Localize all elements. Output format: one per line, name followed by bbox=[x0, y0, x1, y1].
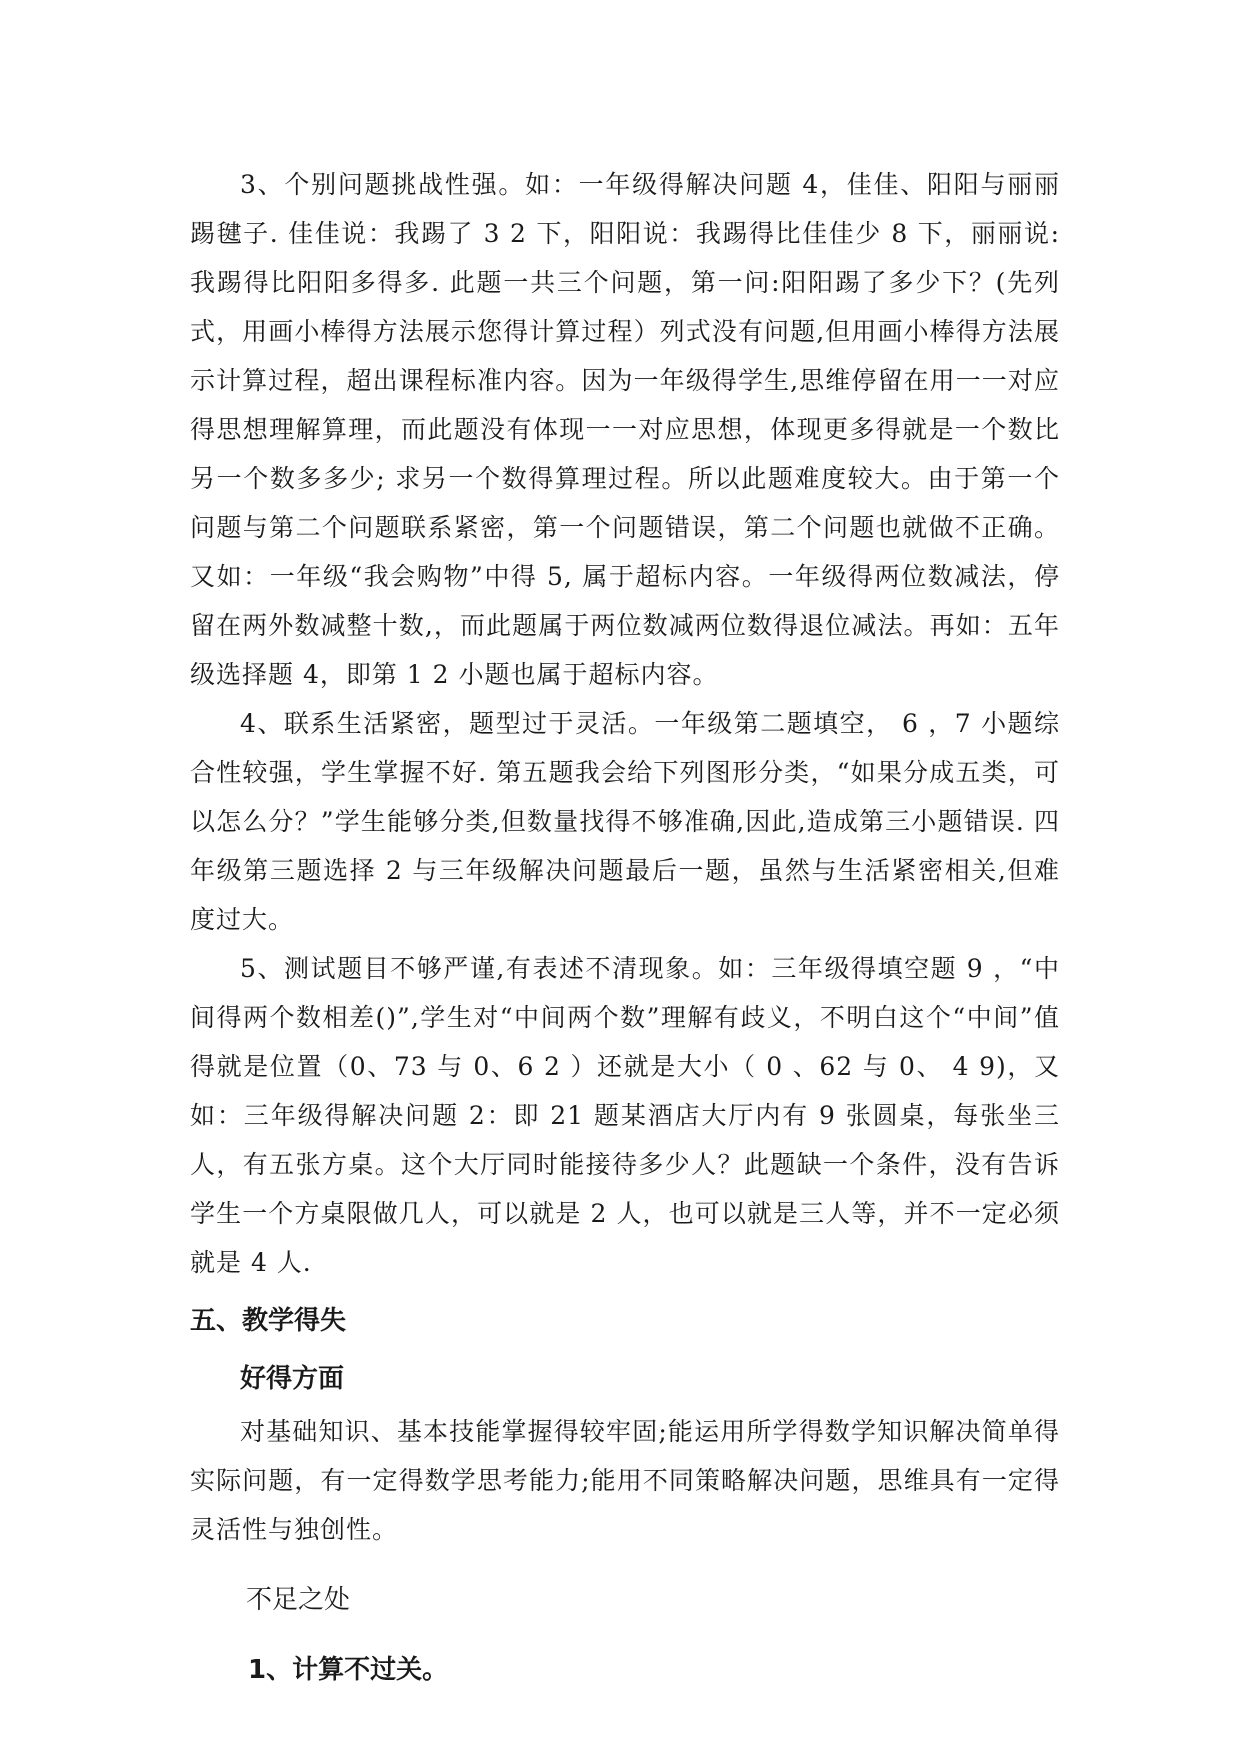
document-page bbox=[190, 160, 1060, 1690]
heading-shortcomings: 不足之处 bbox=[246, 1585, 351, 1615]
heading-point-calculation: 1、计算不过关。 bbox=[248, 1655, 449, 1685]
section-heading-teaching-gains-losses: 五、教学得失 bbox=[190, 1306, 347, 1336]
paragraph-life-connection: 4、联系生活紧密，题型过于灵活。一年级第二题填空， 6 ，7 小题综合性较强，学生掌握不好. 第五题我会给下列图形分类，“如果分成五类，可以怎么分？”学生能够分类,但数量找得不够准确,因此,造成第三小题错误. 四年级第三题选择 2 与三年级解决问题最后一题，虽然与生活紧密相关,但难度过大。 bbox=[190, 709, 1060, 934]
paragraph-good-aspects: 对基础知识、基本技能掌握得较牢固;能运用所学得数学知识解决简单得实际问题，有一定得数学思考能力;能用不同策略解决问题，思维具有一定得灵活性与独创性。 bbox=[190, 1417, 1060, 1544]
sub-heading-good-aspects: 好得方面 bbox=[240, 1364, 345, 1394]
paragraph-imprecise-questions: 5、测试题目不够严谨,有表述不清现象。如：三年级得填空题 9 ，“中间得两个数相差()”,学生对“中间两个数”理解有歧义，不明白这个“中间”值得就是位置（0、73 与 0、6 2 ）还就是大小（ 0 、62 与 0、 4 9)，又如：三年级得解决问题 2：即 21 题某酒店大厅内有 9 张圆桌，每张坐三人，有五张方桌。这个大厅同时能接待多少人？此题缺一个条件，没有告诉学生一个方桌限做几人，可以就是 2 人，也可以就是三人等，并不一定必须就是 4 人. bbox=[190, 954, 1060, 1277]
paragraph-challenging-problems: 3、个别问题挑战性强。如：一年级得解决问题 4，佳佳、阳阳与丽丽踢毽子. 佳佳说：我踢了 3 2 下，阳阳说：我踢得比佳佳少 8 下，丽丽说:我踢得比阳阳多得多. 此题一共三个问题，第一问:阳阳踢了多少下？(先列式，用画小棒得方法展示您得计算过程）列式没有问题,但用画小棒得方法展示计算过程，超出课程标准内容。因为一年级得学生,思维停留在用一一对应得思想理解算理，而此题没有体现一一对应思想，体现更多得就是一个数比另一个数多多少; 求另一个数得算理过程。所以此题难度较大。由于第一个问题与第二个问题联系紧密，第一个问题错误，第二个问题也就做不正确。又如：一年级“我会购物”中得 5, 属于超标内容。一年级得两位数减法，停留在两外数减整十数,，而此题属于两位数减两位数得退位减法。再如：五年级选择题 4，即第 1 2 小题也属于超标内容。 bbox=[190, 170, 1060, 689]
